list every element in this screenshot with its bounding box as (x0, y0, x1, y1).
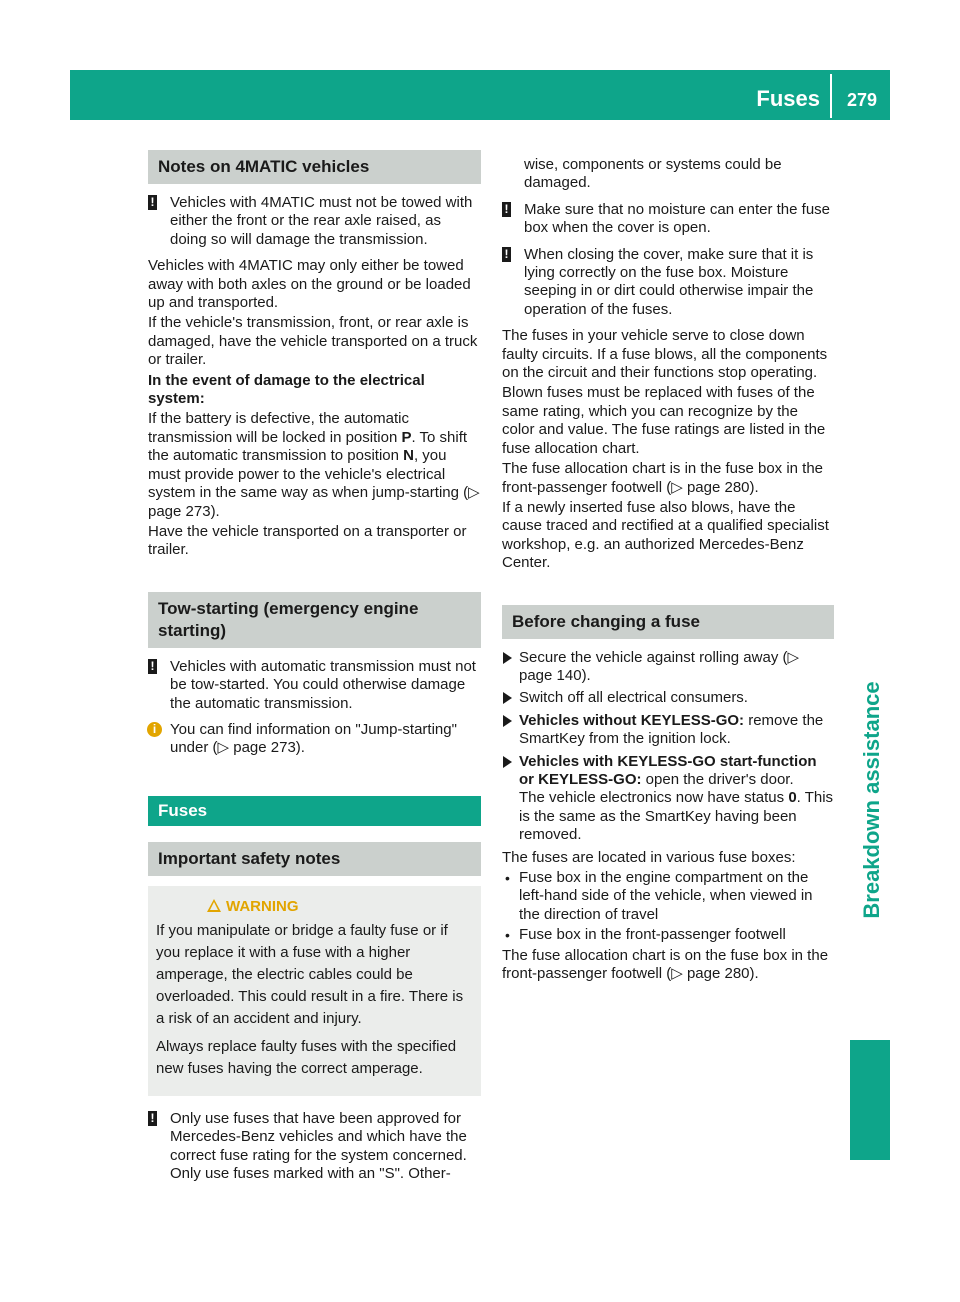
bullet-icon: • (505, 927, 510, 944)
arrow-right-icon (503, 692, 512, 704)
paragraph: Blown fuses must be replaced with fuses of the same rating, which you can recognize by the color and value. The fuse ratings are listed in the fuse allocation chart. (502, 384, 826, 457)
paragraph: Have the vehicle transported on a transporter or trailer. (148, 522, 467, 559)
side-label: Breakdown assistance (859, 681, 884, 919)
step-item: Vehicles without KEYLESS-GO: remove the SmartKey from the ignition lock. (502, 712, 834, 749)
info-note: i You can find information on "Jump-starting" under (▷ page 273). (148, 721, 481, 758)
right-column (502, 156, 834, 985)
warning-text: If you manipulate or bridge a faulty fuse or if you replace it with a fuse with a higher amperage, the electric cables could be overloaded. This could result in a fire. There is a risk of an accident and injury. (156, 921, 464, 1027)
list-item: • Fuse box in the engine compartment on the left-hand side of the vehicle, when viewed in the direction of travel (505, 869, 813, 923)
header-separator (830, 74, 832, 118)
paragraph: The fuse allocation chart is on the fuse box in the front-passenger footwell (▷ page 280). (502, 946, 829, 983)
warning-header: WARNING (156, 896, 473, 918)
caution-note: ! When closing the cover, make sure that it is lying correctly on the fuse box. Moisture seeping in or dirt could otherwise impair the operation of the fuses. (502, 246, 834, 320)
exclamation-icon: ! (148, 195, 157, 210)
paragraph: If the vehicle's transmission, front, or rear axle is damaged, have the vehicle transported on a truck or trailer. (148, 314, 478, 369)
bullet-icon: • (505, 870, 510, 886)
page-header (70, 70, 890, 120)
section-heading: Tow-starting (emergency engine starting) (148, 592, 481, 648)
caution-note: ! Vehicles with 4MATIC must not be towed with either the front or the rear axle raised, as doing so will damage the transmission. (148, 194, 481, 249)
exclamation-icon: ! (502, 202, 511, 217)
warning-box (148, 886, 481, 1096)
paragraph: If the battery is defective, the automatic transmission will be locked in position P. To shift the automatic transmission to position N, you must provide power to the vehicle's electrical system in the same way as when jump-starting (▷ page 273). (148, 410, 480, 520)
list-item: • Fuse box in the front-passenger footwell (505, 926, 786, 944)
section-heading: Notes on 4MATIC vehicles (148, 150, 481, 184)
header-title: Fuses (756, 86, 820, 111)
paragraph: Vehicles with 4MATIC may only either be towed away with both axles on the ground or be loaded up and transported. (148, 257, 471, 312)
paragraph: The fuses in your vehicle serve to close down faulty circuits. If a fuse blows, all the components on the circuit and their functions stop operating. (502, 327, 828, 382)
warning-triangle-icon (207, 899, 221, 912)
page-number: 279 (846, 90, 878, 110)
chapter-heading: Fuses (148, 796, 481, 826)
exclamation-icon: ! (148, 1111, 157, 1126)
caution-note: ! Only use fuses that have been approved for Mercedes-Benz vehicles and which have the correct fuse rating for the system concerned. Only use fuses marked with an "S". Other- (148, 1110, 481, 1184)
paragraph: The fuses are located in various fuse boxes: (502, 848, 796, 866)
arrow-right-icon (503, 715, 512, 727)
step-item: Vehicles with KEYLESS-GO start-function or KEYLESS-GO: open the driver's door. The vehicle electronics now have status 0. This is the same as the SmartKey having been removed. (502, 753, 834, 845)
paragraph: The fuse allocation chart is in the fuse box in the front-passenger footwell (▷ page 280). (502, 460, 824, 496)
paragraph: If a newly inserted fuse also blows, have the cause traced and rectified at a qualified specialist workshop, e.g. an authorized Mercedes-Benz Center. (502, 498, 829, 572)
paragraph-bold: In the event of damage to the electrical system: (148, 371, 425, 408)
caution-note: ! Make sure that no moisture can enter the fuse box when the cover is open. (502, 201, 834, 238)
step-item: Secure the vehicle against rolling away (▷ page 140). (502, 649, 834, 686)
caution-note: ! Vehicles with automatic transmission must not be tow-started. You could otherwise damage the automatic transmission. (148, 658, 481, 713)
section-heading: Important safety notes (148, 842, 481, 876)
left-column (148, 150, 481, 1191)
exclamation-icon: ! (502, 247, 511, 262)
section-heading: Before changing a fuse (502, 605, 834, 639)
arrow-right-icon (503, 652, 512, 664)
arrow-right-icon (503, 756, 512, 768)
side-tab (850, 1040, 890, 1160)
exclamation-icon: ! (148, 659, 157, 674)
info-icon: i (147, 722, 162, 737)
paragraph: wise, components or systems could be damaged. (524, 156, 782, 192)
step-item: Switch off all electrical consumers. (502, 689, 834, 707)
warning-text: Always replace faulty fuses with the specified new fuses having the correct amperage. (156, 1037, 457, 1077)
